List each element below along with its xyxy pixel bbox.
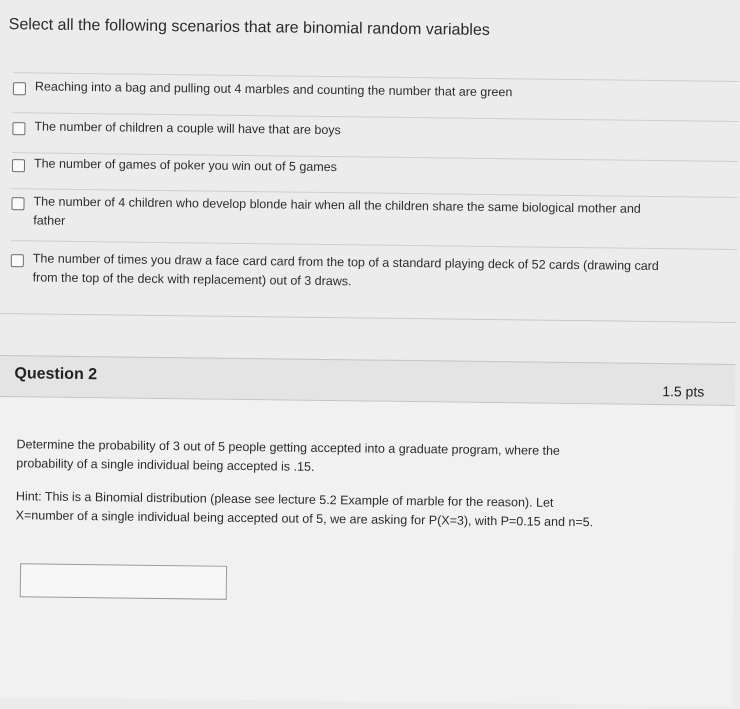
option-5-text-line-1: The number of times you draw a face card card from the top of a standard playing deck of 52 cards (drawing card <box>32 251 659 274</box>
question2-hint-line-2: X=number of a single individual being accepted out of 5, we are asking for P(X=3), with P=0.15 and n=5. <box>15 508 594 530</box>
question2-title: Question 2 <box>14 365 98 384</box>
option-2-text-line: The number of children a couple will have that are boys <box>34 119 341 138</box>
question1-prompt: Select all the following scenarios that are binomial random variables <box>8 16 490 39</box>
question2-text <box>16 435 696 481</box>
question2-text-line-2: probability of a single individual being accepted is .15. <box>16 456 315 474</box>
option-5[interactable] <box>10 240 737 306</box>
question2-hint-line-1: Hint: This is a Binomial distribution (please see lecture 5.2 Example of marble for the reason). Let <box>15 489 554 510</box>
option-3-text-line: The number of games of poker you win out of 5 games <box>33 156 338 175</box>
divider <box>0 313 736 323</box>
option-1-text-line: Reaching into a bag and pulling out 4 marbles and counting the number that are green <box>34 79 513 100</box>
option-2-checkbox[interactable] <box>12 122 25 135</box>
option-1-checkbox[interactable] <box>13 82 26 95</box>
question2-text-line-1: Determine the probability of 3 out of 5 people getting accepted into a graduate program, where the <box>16 437 561 458</box>
option-5-text-line-2: from the top of the deck with replacement) out of 3 draws. <box>32 270 352 289</box>
option-4-checkbox[interactable] <box>11 197 24 210</box>
question2-body <box>0 397 735 706</box>
option-4-text-line-2: father <box>33 213 66 228</box>
option-4-text-line-1: The number of 4 children who develop blonde hair when all the children share the same biological mother and <box>33 194 641 216</box>
question2-points: 1.5 pts <box>662 383 705 400</box>
option-3-checkbox[interactable] <box>12 159 25 172</box>
answer-input[interactable] <box>20 563 227 600</box>
option-5-checkbox[interactable] <box>11 254 24 267</box>
question2-hint <box>16 487 696 533</box>
